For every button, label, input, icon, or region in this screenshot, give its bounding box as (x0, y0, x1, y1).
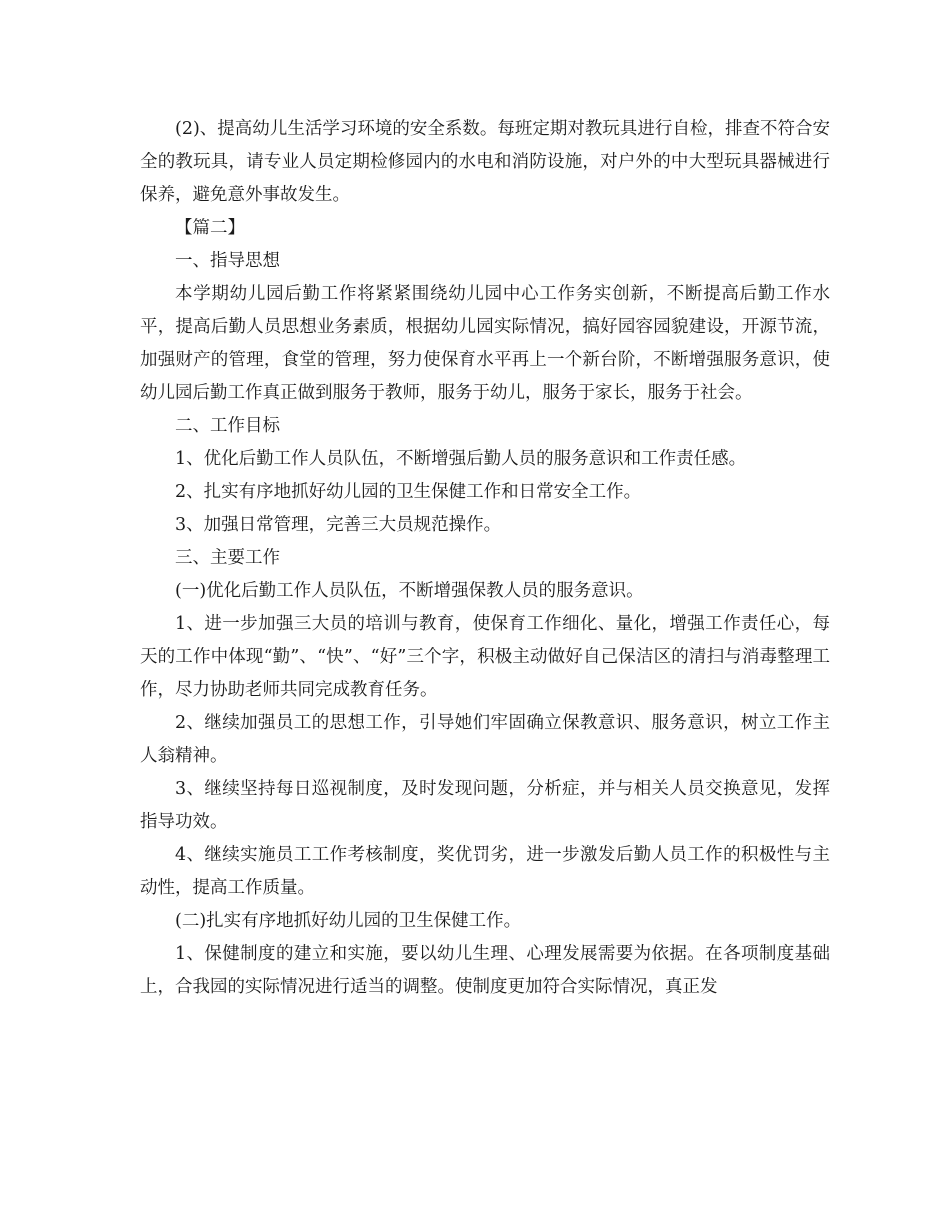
work-item-4: 4、继续实施员工工作考核制度，奖优罚劣，进一步激发后勤人员工作的积极性与主动性，提高工作质量。 (140, 845, 830, 898)
health-item-1: 1、保健制度的建立和实施，要以幼儿生理、心理发展需要为依据。在各项制度基础上，合我园的实际情况进行适当的调整。使制度更加符合实际情况，真正发 (140, 944, 830, 997)
goal-item-2: 2、扎实有序地抓好幼儿园的卫生保健工作和日常安全工作。 (175, 482, 642, 502)
work-item-2: 2、继续加强员工的思想工作，引导她们牢固确立保教意识、服务意识，树立工作主人翁精神。 (140, 713, 830, 766)
paragraph-safety-facilities: (2)、提高幼儿生活学习环境的安全系数。每班定期对教玩具进行自检，排查不符合安全的教玩具，请专业人员定期检修园内的水电和消防设施，对户外的中大型玩具器械进行保养，避免意外事故发生。 (140, 119, 830, 205)
section-heading-part-two: 【篇二】 (175, 218, 245, 238)
subheading-optimize-staff: (一)优化后勤工作人员队伍，不断增强保教人员的服务意识。 (175, 581, 644, 601)
paragraph-guiding-thought: 本学期幼儿园后勤工作将紧紧围绕幼儿园中心工作务实创新，不断提高后勤工作水平，提高后勤人员思想业务素质，根据幼儿园实际情况，搞好园容园貌建设，开源节流，加强财产的管理，食堂的管理，努力使保育水平再上一个新台阶，不断增强服务意识，使幼儿园后勤工作真正做到服务于教师，服务于幼儿，服务于家长，服务于社会。 (140, 284, 830, 403)
work-item-3: 3、继续坚持每日巡视制度，及时发现问题，分析症，并与相关人员交换意见，发挥指导功效。 (140, 779, 830, 832)
subheading-health-care: (二)扎实有序地抓好幼儿园的卫生保健工作。 (175, 911, 522, 931)
heading-guiding-thought: 一、指导思想 (175, 251, 280, 271)
document-body (140, 113, 830, 1004)
heading-main-work: 三、主要工作 (175, 548, 280, 568)
work-item-1: 1、进一步加强三大员的培训与教育，使保育工作细化、量化，增强工作责任心，每天的工作中体现“勤”、“快”、“好”三个字，积极主动做好自己保洁区的清扫与消毒整理工作，尽力协助老师共同完成教育任务。 (140, 614, 830, 700)
goal-item-1: 1、优化后勤工作人员队伍，不断增强后勤人员的服务意识和工作责任感。 (175, 449, 747, 469)
goal-item-3: 3、加强日常管理，完善三大员规范操作。 (175, 515, 502, 535)
heading-work-goals: 二、工作目标 (175, 416, 280, 436)
